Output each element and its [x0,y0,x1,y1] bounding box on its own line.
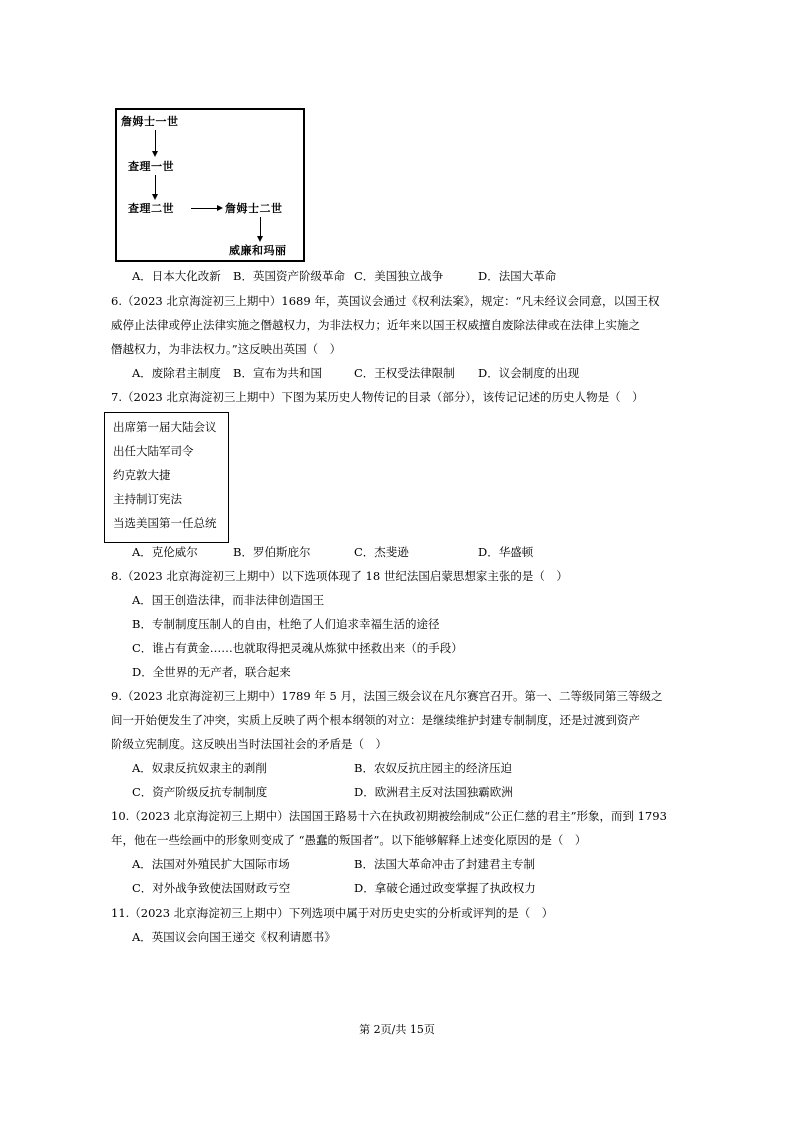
q9-option-d: D．欧洲君主反对法国独霸欧洲 [354,785,513,799]
q9-stem-line1: 9.（2023 北京海淀初三上期中）1789 年 5 月，法国三级会议在凡尔赛宫召开。第一、二等级同第三等级之 [111,689,663,703]
q8-option-a: A．国王创造法律，而非法律创造国王 [132,593,325,607]
q6-stem-line2: 威停止法律或停止法律实施之僭越权力，为非法权力；近年来以国王权威擅自废除法律或在法律上实施之 [111,318,640,332]
q7-option-d: D．华盛顿 [478,545,534,559]
q10-option-b: B．法国大革命冲击了封建君主专制 [354,857,535,871]
q8-option-c: C．谁占有黄金……也就取得把灵魂从炼狱中拯救出来（的手段） [132,641,463,655]
q10-option-d: D．拿破仑通过政变掌握了执政权力 [354,881,536,895]
q5-option-c: C．美国独立战争 [354,269,444,283]
lineage-diagram [115,108,305,262]
diagram-charles1: 查理一世 [128,160,174,173]
arrow-down-icon [152,151,158,157]
bio-item-2: 出任大陆军司令 [113,444,194,458]
diagram-james1: 詹姆士一世 [121,115,179,128]
diagram-arrow-down-2 [155,175,156,195]
q10-stem-line1: 10.（2023 北京海淀初三上期中）法国国王路易十六在执政初期被绘制成“公正仁慈的君主”形象，而到 1793 [111,809,667,823]
diagram-arrow-down-1 [155,130,156,152]
bio-item-5: 当选美国第一任总统 [113,516,217,530]
q9-option-a: A．奴隶反抗奴隶主的剥削 [132,761,267,775]
q9-option-c: C．资产阶级反抗专制制度 [132,785,268,799]
diagram-arrow-down-3 [260,217,261,237]
bio-item-3: 约克敦大捷 [113,468,171,482]
q7-option-b: B．罗伯斯庇尔 [233,545,311,559]
page-number-footer: 第 2页/共 15页 [359,1023,435,1036]
diagram-arrow-right [191,208,218,209]
q5-option-a: A．日本大化改新 [132,269,221,283]
diagram-charles2: 查理二世 [128,202,174,215]
q9-stem-line2: 间一开始便发生了冲突，实质上反映了两个根本纲领的对立：是继续维护封建专制制度，还是过渡到资产 [111,713,640,727]
q6-option-b: B．宣布为共和国 [233,366,322,380]
q10-option-c: C．对外战争致使法国财政亏空 [132,881,291,895]
bio-item-4: 主持制订宪法 [113,492,182,506]
diagram-william-mary: 威廉和玛丽 [229,244,287,257]
q9-option-b: B．农奴反抗庄园主的经济压迫 [354,761,512,775]
q5-option-b: B．英国资产阶级革命 [233,269,345,283]
q6-option-d: D．议会制度的出现 [478,366,580,380]
q6-stem-line1: 6.（2023 北京海淀初三上期中）1689 年，英国议会通过《权利法案》，规定：“凡未经议会同意，以国王权 [111,294,660,308]
q10-stem-line2: 年，他在一些绘画中的形象则变成了 “愚蠢的叛国者”。以下能够解释上述变化原因的是（ ） [111,833,587,847]
q11-option-a: A．英国议会向国王递交《权利请愿书》 [132,930,336,944]
bio-item-1: 出席第一届大陆会议 [113,420,217,434]
q8-stem-line1: 8.（2023 北京海淀初三上期中）以下选项体现了 18 世纪法国启蒙思想家主张的是（ ） [111,569,568,583]
arrow-right-icon [217,205,223,211]
q8-option-b: B．专制制度压制人的自由，杜绝了人们追求幸福生活的途径 [132,617,440,631]
q7-stem-line1: 7.（2023 北京海淀初三上期中）下图为某历史人物传记的目录（部分），该传记记述的历史人物是（ ） [111,390,644,404]
q7-option-c: C．杰斐逊 [354,545,409,559]
q8-option-d: D．全世界的无产者，联合起来 [132,665,291,679]
biography-contents-box [104,412,229,543]
q7-option-a: A．克伦威尔 [132,545,198,559]
q6-stem-line3: 僭越权力，为非法权力。”这反映出英国（ ） [111,342,342,356]
q6-option-a: A．废除君主制度 [132,366,221,380]
q11-stem-line1: 11.（2023 北京海淀初三上期中）下列选项中属于对历史史实的分析或评判的是（ ） [111,906,554,920]
diagram-james2: 詹姆士二世 [225,202,283,215]
q6-option-c: C．王权受法律限制 [354,366,455,380]
q9-stem-line3: 阶级立宪制度。这反映出当时法国社会的矛盾是（ ） [111,737,387,751]
q10-option-a: A．法国对外殖民扩大国际市场 [132,857,290,871]
q5-option-d: D．法国大革命 [478,269,557,283]
